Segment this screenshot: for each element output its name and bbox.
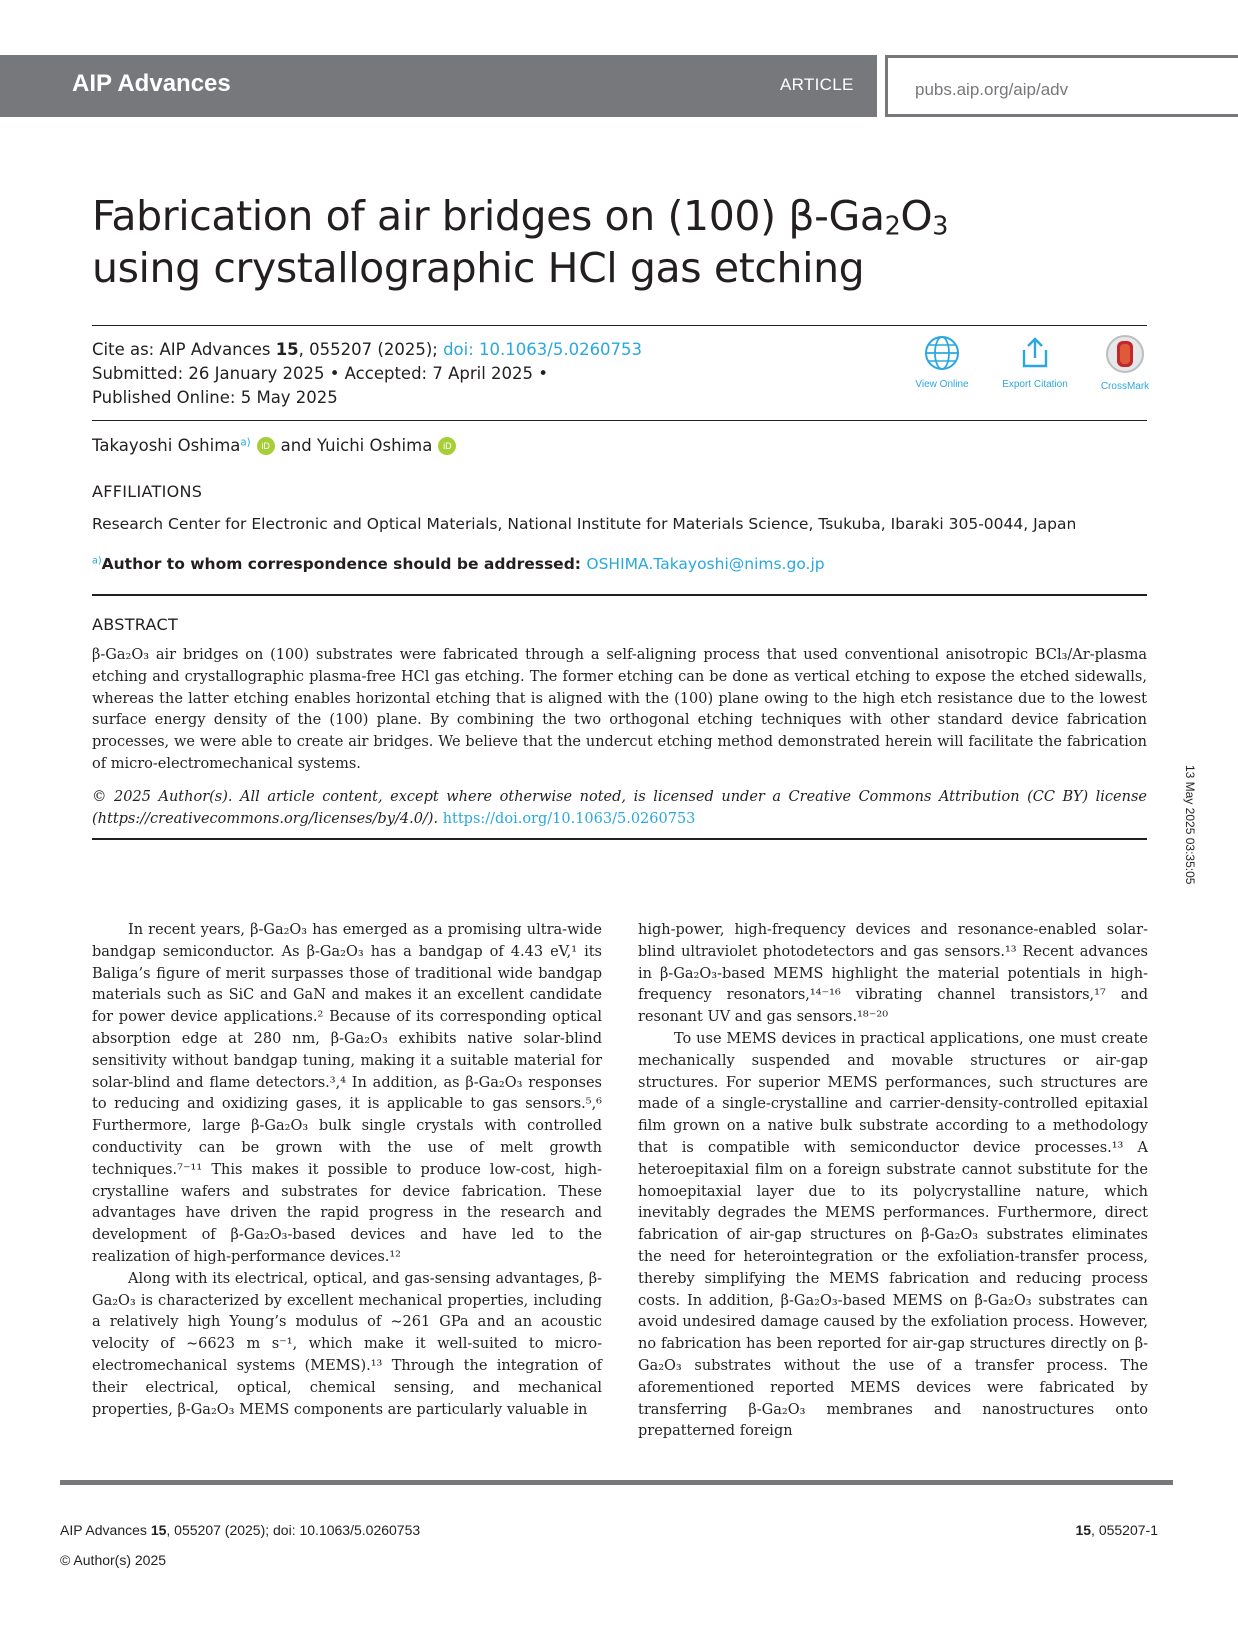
author-name[interactable]: Takayoshi Oshima [92,436,241,455]
export-citation-button[interactable] [990,334,1080,390]
divider [92,420,1147,421]
footer-copyright: © Author(s) 2025 [60,1552,167,1568]
corr-mark: a) [92,555,102,567]
license-text: © 2025 Author(s). All article content, except where otherwise noted, is licensed under a Creative Commons Attribution (CC BY) license (https://creativecommons.org/licenses/by/4.0/). https://doi.org/10.1063/5.0260753 [92,789,1147,827]
body-paragraph: high-power, high-frequency devices and resonance-enabled solar-blind ultraviolet photodetectors and gas sensors.¹³ Recent advances in β-Ga₂O₃-based MEMS highlight the material potentials in high-frequency resonators,¹⁴⁻¹⁶ vibrating channel transistors,¹⁷ and resonant UV and gas sensors.¹⁸⁻²⁰ [638,922,1148,1026]
affiliation-text: Research Center for Electronic and Optical Materials, National Institute for Materials Science, Tsukuba, Ibaraki 305-0044, Japan [92,515,1077,533]
title-line-1: Fabrication of air bridges on (100) $\beta-Ga_2O_3$ [92,192,948,241]
body-paragraph: To use MEMS devices in practical applications, one must create mechanically suspended and movable structures or air-gap structures. For superior MEMS performances, such structures are made of a single-crystalline and carrier-density-controlled epitaxial film grown on a native bulk substrate according to a methodology that is compatible with semiconductor device processes.¹³ A heteroepitaxial film on a foreign substrate cannot substitute for the homoepitaxial layer due to its polycrystalline nature, which inevitably degrades the MEMS performances. Furthermore, direct fabrication of air-gap structures on β-Ga₂O₃ substrates eliminates the need for heterointegration or the exfoliation-transfer process, thereby simplifying the MEMS fabrication and reducing process costs. In addition, β-Ga₂O₃-based MEMS on β-Ga₂O₃ substrates can avoid undesired damage caused by the exfoliation process. However, no fabrication has been reported for air-gap structures directly on β-Ga₂O₃ substrates without the use of a transfer process. The aforementioned reported MEMS devices were fabricated by transferring β-Ga₂O₃ membranes and nanostructures onto prepatterned foreign [638,1030,1148,1440]
journal-url-link[interactable]: pubs.aip.org/aip/adv [915,80,1069,99]
crossmark-label: CrossMark [1100,381,1150,392]
export-citation-label: Export Citation [1002,379,1068,390]
license-doi-link[interactable]: https://doi.org/10.1063/5.0260753 [442,810,696,827]
divider [92,838,1147,840]
author-list [92,436,462,455]
download-timestamp: 13 May 2025 03:35:05 [1183,765,1197,885]
published-line: Published Online: 5 May 2025 [92,388,338,407]
submitted-line: Submitted: 26 January 2025 • Accepted: 7 April 2025 • [92,364,549,383]
footer-rule [60,1480,1173,1485]
author-footnote-mark: a) [240,437,251,449]
divider [92,594,1147,596]
body-paragraph: In recent years, β-Ga₂O₃ has emerged as a promising ultra-wide bandgap semiconductor. As β-Ga₂O₃ has a bandgap of 4.43 eV,¹ its Baliga’s figure of merit surpasses those of traditional wide bandgap materials such as SiC and GaN and makes it an excellent candidate for power device applications.² Because of its corresponding optical absorption edge at 280 nm, β-Ga₂O₃ exhibits native solar-blind sensitivity without bandgap tuning, making it a suitable material for solar-blind and flame detectors.³,⁴ In addition, as β-Ga₂O₃ responses to reducing and oxidizing gases, it is applicable to gas sensors.⁵,⁶ Furthermore, large β-Ga₂O₃ bulk single crystals with controlled conductivity can be grown with the use of melt growth techniques.⁷⁻¹¹ This makes it possible to produce low-cost, high-crystalline wafers and substrates for device fabrication. These advantages have driven the rapid progress in the research and development of β-Ga₂O₃-based devices and have led to the realization of high-performance devices.¹² [92,922,602,1265]
crossmark-icon [1105,334,1145,374]
correspondence-line [92,555,825,573]
body-column-right [638,920,1148,1443]
abstract-heading: ABSTRACT [92,615,179,634]
cite-line: Cite as: AIP Advances 15, 055207 (2025); doi: 10.1063/5.0260753 [92,340,643,359]
orcid-icon[interactable]: iD [257,437,275,455]
article-type: ARTICLE [780,75,854,94]
view-online-label: View Online [915,379,969,390]
export-icon [1016,334,1054,372]
corr-label: Author to whom correspondence should be addressed: [101,555,587,573]
footer-citation: AIP Advances 15, 055207 (2025); doi: 10.1063/5.0260753 [60,1522,421,1538]
abstract-text: β-Ga₂O₃ air bridges on (100) substrates were fabricated through a self-aligning process that used conventional anisotropic BCl₃/Ar-plasma etching and crystallographic plasma-free HCl gas etching. The former etching can be done as vertical etching to expose the etched sidewalls, whereas the latter etching enables horizontal etching that is aligned with the (100) plane owing to the high etch resistance due to the lowest surface energy density of the (100) plane. By combining the two orthogonal etching techniques with other standard device fabrication processes, we were able to create air bridges. We believe that the undercut etching method demonstrated herein will facilitate the fabrication of micro-electromechanical systems. [92,647,1147,772]
corr-email-link[interactable]: OSHIMA.Takayoshi@nims.go.jp [586,555,825,573]
affiliations-heading: AFFILIATIONS [92,482,203,501]
globe-icon [923,334,961,372]
doi-link[interactable]: doi: 10.1063/5.0260753 [443,340,643,359]
body-paragraph: Along with its electrical, optical, and gas-sensing advantages, β-Ga₂O₃ is characterized by excellent mechanical properties, including a relatively high Young’s modulus of ∼261 GPa and an acoustic velocity of ∼6623 m s⁻¹, which make it well-suited to micro-electromechanical systems (MEMS).¹³ Through the integration of their electrical, optical, chemical sensing, and mechanical properties, β-Ga₂O₃ MEMS components are particularly valuable in [92,1270,602,1418]
crossmark-button[interactable] [1080,334,1170,392]
title-line-2: using crystallographic HCl gas etching [92,244,865,292]
divider [92,325,1147,326]
author-name[interactable]: and Yuichi Oshima [280,436,433,455]
journal-name: AIP Advances [72,70,231,97]
page-number: 15, 055207-1 [1075,1522,1158,1538]
orcid-icon[interactable]: iD [438,437,456,455]
view-online-button[interactable] [897,334,987,390]
article-title [92,190,1042,294]
body-column-left [92,920,602,1421]
